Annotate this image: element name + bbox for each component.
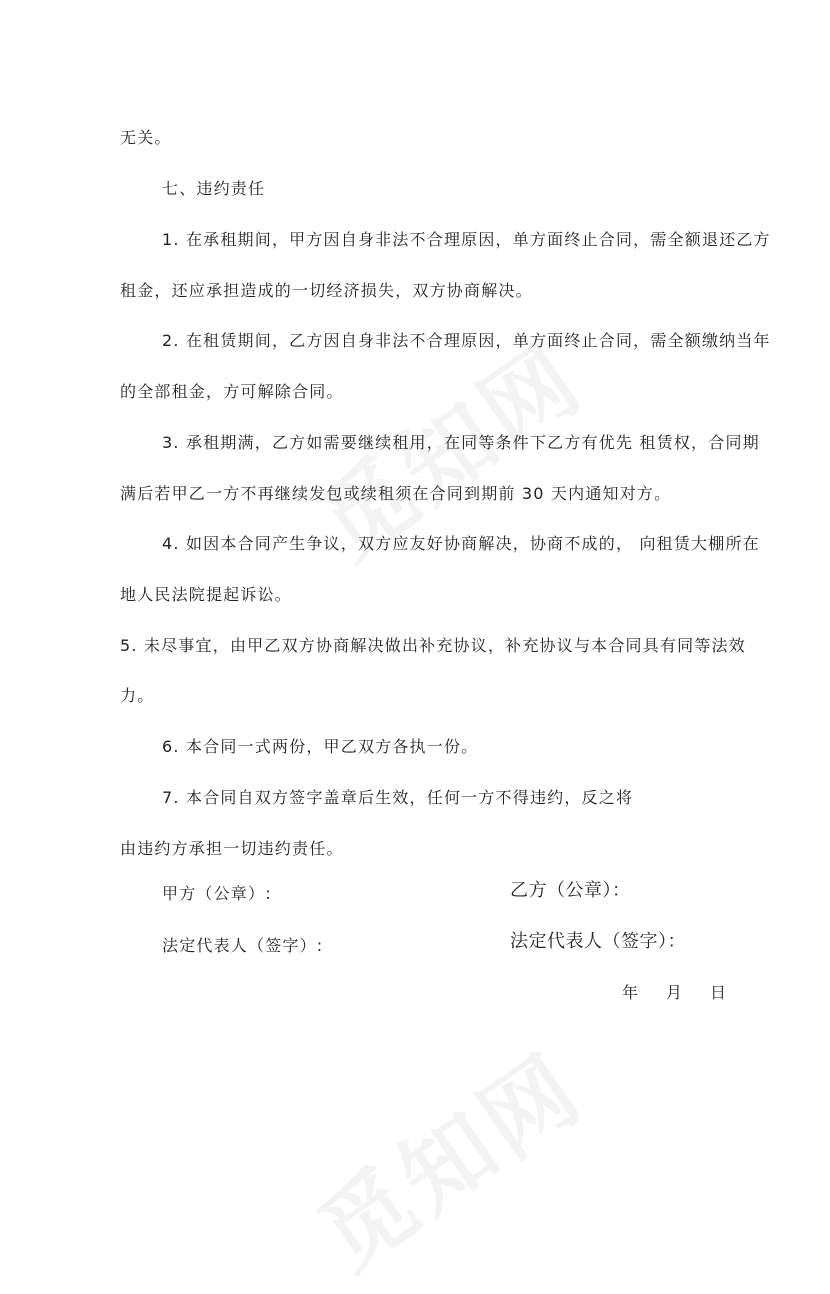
paragraph-line: 2. 在租赁期间，乙方因自身非法不合理原因，单方面终止合同，需全额缴纳当年 bbox=[162, 331, 771, 350]
date-line: 年 月 日 bbox=[622, 983, 733, 1002]
party-a-rep-label: 法定代表人（签字）: bbox=[162, 936, 324, 955]
paragraph-line: 租金，还应承担造成的一切经济损失，双方协商解决。 bbox=[120, 281, 533, 300]
party-b-rep-label: 法定代表人（签字）： bbox=[510, 931, 686, 952]
paragraph-line: 6. 本合同一式两份，甲乙双方各执一份。 bbox=[162, 737, 479, 756]
party-a-seal-label: 甲方（公章）: bbox=[162, 884, 272, 903]
party-b-seal-label: 乙方（公章）： bbox=[510, 880, 631, 901]
watermark bbox=[289, 1018, 606, 1294]
paragraph-line: 无关。 bbox=[120, 128, 172, 147]
paragraph-line: 4. 如因本合同产生争议，双方应友好协商解决，协商不成的， 向租赁大棚所在 bbox=[162, 534, 760, 553]
paragraph-line: 满后若甲乙一方不再继续发包或续租须在合同到期前 30 天内通知对方。 bbox=[120, 484, 672, 503]
paragraph-line: 1. 在承租期间，甲方因自身非法不合理原因，单方面终止合同，需全额退还乙方 bbox=[162, 230, 771, 249]
paragraph-line: 地人民法院提起诉讼。 bbox=[120, 585, 293, 604]
section-heading: 七、违约责任 bbox=[162, 179, 266, 198]
paragraph-line: 7. 本合同自双方签字盖章后生效，任何一方不得违约，反之将 bbox=[162, 788, 634, 807]
paragraph-line: 由违约方承担一切违约责任。 bbox=[120, 839, 344, 858]
paragraph-line: 力。 bbox=[120, 686, 155, 705]
paragraph-line: 5. 未尽事宜，由甲乙双方协商解决做出补充协议，补充协议与本合同具有同等法效 bbox=[120, 636, 746, 655]
paragraph-line: 的全部租金，方可解除合同。 bbox=[120, 382, 344, 401]
paragraph-line: 3. 承租期满，乙方如需要继续租用，在同等条件下乙方有优先 租赁权，合同期 bbox=[162, 433, 760, 452]
